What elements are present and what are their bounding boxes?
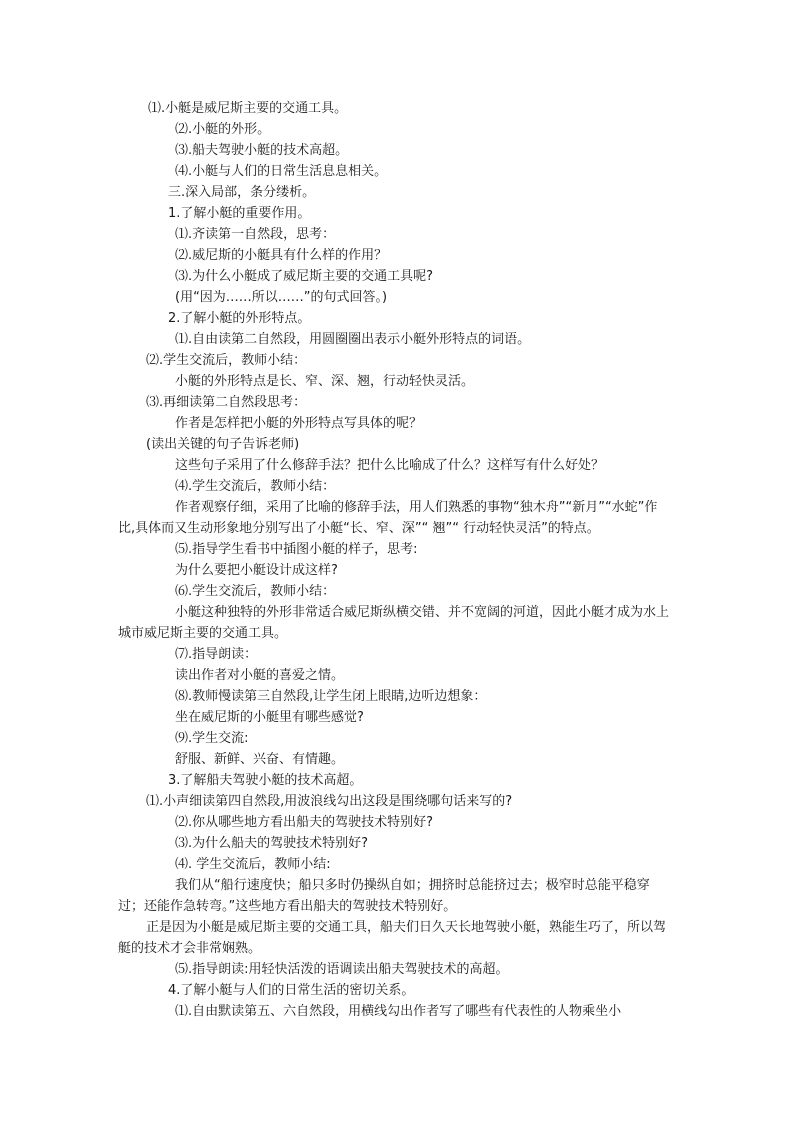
- text-line: 作者是怎样把小艇的外形特点写具体的呢？: [175, 416, 423, 431]
- text-line: 小艇的外形特点是长、窄、深、翘，行动轻快灵活。: [175, 374, 475, 389]
- text-line: ⑼.学生交流:: [175, 731, 249, 746]
- text-line: ⑸.指导朗读:用轻快活泼的语调读出船夫驾驶技术的高超。: [175, 962, 509, 977]
- text-line: ⑻.教师慢读第三自然段,让学生闭上眼睛,边听边想象：: [175, 689, 487, 704]
- text-line: ⑵.威尼斯的小艇具有什么样的作用？: [175, 248, 388, 263]
- text-line: (用“因为……所以……”的句式回答。): [175, 290, 388, 305]
- text-line: ⑶.船夫驾驶小艇的技术高超。: [175, 143, 349, 158]
- text-line: ⑶.为什么小艇成了威尼斯主要的交通工具呢?: [175, 269, 434, 284]
- subsection-heading: 4.了解小艇与人们的日常生活的密切关系。: [168, 983, 415, 998]
- text-line: ⑴.自由默读第五、六自然段，用横线勾出作者写了哪些有代表性的人物乘坐小: [175, 1004, 622, 1019]
- text-line: 舒服、新鲜、兴奋、有情趣。: [175, 752, 345, 767]
- subsection-heading: 2.了解小艇的外形特点。: [168, 311, 311, 326]
- text-line: 读出作者对小艇的喜爱之情。: [175, 668, 345, 683]
- text-line: ⑴.齐读第一自然段，思考：: [175, 227, 336, 242]
- subsection-heading: 1.了解小艇的重要作用。: [168, 206, 311, 221]
- text-line: ⑹.学生交流后，教师小结：: [175, 584, 336, 599]
- subsection-heading: 3.了解船夫驾驶小艇的技术高超。: [168, 773, 363, 788]
- text-line: ⑷.学生交流后，教师小结：: [175, 479, 336, 494]
- text-line: ⑵.你从哪些地方看出船夫的驾驶技术特别好?: [175, 815, 434, 830]
- text-line: 这些句子采用了什么修辞手法？把什么比喻成了什么？这样写有什么好处？: [175, 458, 605, 473]
- paragraph: 正是因为小艇是威尼斯主要的交通工具，船夫们日久天长地驾驶小艇，熟能生巧了，所以驾艇的技术才会非常娴熟。: [118, 920, 667, 956]
- text-line: ⑷. 学生交流后，教师小结:: [175, 857, 331, 872]
- text-line: ⑶.再细读第二自然段思考：: [146, 395, 307, 410]
- paragraph: 作者观察仔细，采用了比喻的修辞手法，用人们熟悉的事物“独木舟”“新月”“水蛇”作比,具体而又生动形象地分别写出了小艇“长、窄、深”“ 翘”“ 行动轻快灵活”的特点。: [118, 500, 658, 536]
- text-line: 坐在威尼斯的小艇里有哪些感觉?: [175, 710, 364, 725]
- text-line: ⑸.指导学生看书中插图小艇的样子，思考:: [175, 542, 418, 557]
- text-line: ⑷.小艇与人们的日常生活息息相关。: [175, 164, 388, 179]
- text-line: ⑶.为什么船夫的驾驶技术特别好?: [175, 836, 369, 851]
- text-line: ⑵.学生交流后，教师小结：: [146, 353, 307, 368]
- text-line: ⑴.自由读第二自然段，用圆圈圈出表示小艇外形特点的词语。: [175, 332, 531, 347]
- text-line: (读出关键的句子告诉老师): [146, 437, 300, 452]
- text-line: ⑺.指导朗读：: [175, 647, 258, 662]
- section-heading: 三.深入局部，条分缕析。: [168, 185, 316, 200]
- text-line: ⑵.小艇的外形。: [175, 122, 271, 137]
- text-line: ⑴.小声细读第四自然段,用波浪线勾出这段是围绕哪句话来写的?: [146, 794, 513, 809]
- paragraph: 小艇这种独特的外形非常适合威尼斯纵横交错、并不宽阔的河道，因此小艇才成为水上城市威尼斯主要的交通工具。: [118, 605, 670, 641]
- paragraph: 我们从“船行速度快；船只多时仍操纵自如；拥挤时总能挤过去；极窄时总能平稳穿过；还能作急转弯。”这些地方看出船夫的驾驶技术特别好。: [118, 878, 650, 914]
- text-line: ⑴.小艇是威尼斯主要的交通工具。: [148, 101, 348, 116]
- text-line: 为什么要把小艇设计成这样?: [175, 563, 338, 578]
